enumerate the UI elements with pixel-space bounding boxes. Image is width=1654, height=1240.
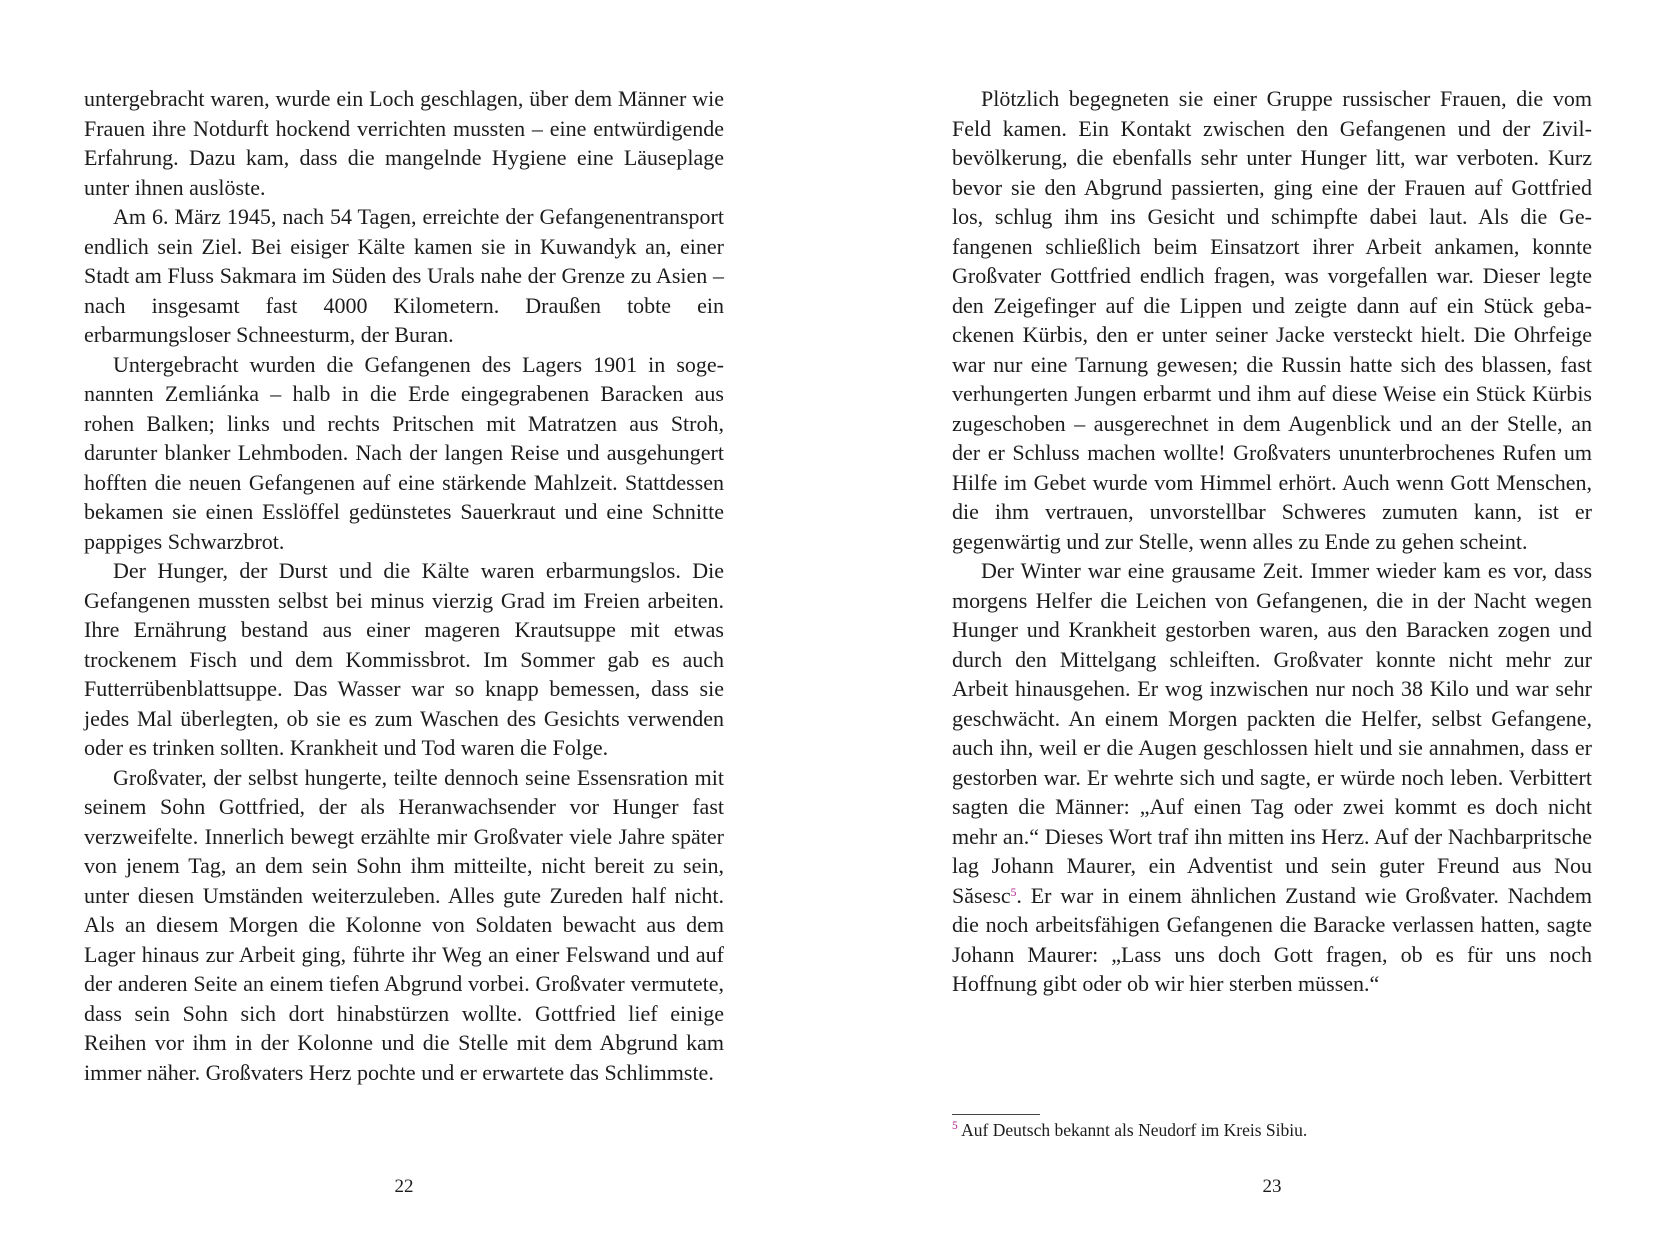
left-page-body — [84, 84, 724, 1087]
footnote-separator — [952, 1114, 1040, 1115]
footnote-text: Auf Deutsch bekannt als Neudorf im Kreis Sibiu. — [961, 1120, 1308, 1140]
paragraph: Großvater, der selbst hungerte, teilte dennoch seine Essensration mit seinem Sohn Gottfried, der als Heranwachsender vor Hunger fast verzweifelte. Innerlich bewegt erzählte mir Großvater viele Jahre später von jenem Tag, an dem sein Sohn ihm mitteilte, nicht bereit zu sein, unter diesen Umständen weiterzuleben. Alles gute Zureden half nicht. Als an diesem Morgen die Kolonne von Soldaten bewacht aus dem Lager hinaus zur Arbeit ging, führte ihr Weg an einer Felswand und auf der anderen Seite an einem tiefen Abgrund vorbei. Großvater vermutete, dass sein Sohn sich dort hinabstürzen wollte. Gottfried lief einige Reihen vor ihm in der Kolonne und die Stelle mit dem Abgrund kam immer näher. Großvaters Herz pochte und er erwartete das Schlimmste. — [84, 764, 724, 1085]
page-number: 22 — [394, 1176, 414, 1197]
paragraph: Untergebracht wurden die Gefangenen des Lagers 1901 in sogenannten Zemliánka – halb in die Erde eingegrabenen Baracken aus rohen Balken; links und rechts Pritschen mit Matratzen aus Stroh, darunter blanker Lehmboden. Nach der langen Reise und ausgehungert hofften die neuen Gefangenen auf eine stärkende Mahlzeit. Stattdessen bekamen sie einen Esslöffel gedünstetes Sauerkraut und eine Schnitte pappiges Schwarzbrot. — [84, 351, 724, 554]
paragraph: untergebracht waren, wurde ein Loch geschlagen, über dem Männer wie Frauen ihre Notdurft hockend verrichten mussten – eine entwürdigende Erfahrung. Dazu kam, dass die mangelnde Hygiene eine Läuseplage unter ihnen auslöste. — [84, 86, 724, 200]
paragraph-text: Der Winter war eine grausame Zeit. Immer wieder kam es vor, dass morgens Helfer die Leichen von Gefangenen, die in der Nacht wegen Hunger und Krankheit gestorben waren, aus den Baracken zogen und durch den Mittelgang schleiften. Großvater konnte nicht mehr zur Arbeit hinausgehen. Er wog inzwischen nur noch 38 Kilo und war sehr geschwächt. An einem Morgen packten die Helfer, selbst Gefangene, auch ihn, weil er die Augen geschlossen hielt und sie annahmen, dass er gestorben war. Er wehrte sich und sagte, er würde noch leben. Verbittert sagten die Männer: „Auf einen Tag oder zwei kommt es doch nicht mehr an.“ Dieses Wort traf ihn mitten ins Herz. Auf der Nachbarpritsche lag Johann Maurer, ein Adventist und sein guter Freund aus Nou Săsesc — [952, 558, 1592, 908]
right-page-body — [952, 84, 1592, 999]
paragraph — [952, 556, 1592, 999]
paragraph: Plötzlich begegneten sie einer Gruppe russischer Frauen, die vom Feld kamen. Ein Kontakt zwischen den Gefangenen und der Zivilbevölkerung, die ebenfalls sehr unter Hunger litt, war verboten. Kurz bevor sie den Abgrund passierten, ging eine der Frauen auf Gottfried los, schlug ihm ins Gesicht und schimpfte dabei laut. Als die Gefangenen schließlich beim Einsatzort ihrer Arbeit ankamen, konnte Großvater Gottfried endlich fragen, was vorgefallen war. Dieser legte den Zeigefinger auf die Lippen und zeigte dann auf ein Stück gebackenen Kürbis, den er unter seiner Jacke versteckt hielt. Die Ohrfeige war nur eine Tarnung gewesen; die Russin hatte sich des blassen, fast verhungerten Jungen erbarmt und ihm auf diese Weise ein Stück Kürbis zugeschoben – ausgerechnet in dem Augenblick und an der Stelle, an der er Schluss machen wollte! Großvaters ununterbrochenes Rufen um Hilfe im Gebet wurde vom Himmel erhört. Auch wenn Gott Menschen, die ihm vertrauen, unvorstellbar Schweres zumuten kann, ist er gegenwärtig und zur Stelle, wenn alles zu Ende zu gehen scheint. — [952, 86, 1592, 554]
page-number: 23 — [1262, 1176, 1282, 1197]
paragraph: Der Hunger, der Durst und die Kälte waren erbarmungslos. Die Gefangenen mussten selbst bei minus vierzig Grad im Freien arbeiten. Ihre Ernährung bestand aus einer mageren Krautsuppe mit etwas trockenem Fisch und dem Kommissbrot. Im Sommer gab es auch Futterrübenblattsuppe. Das Wasser war so knapp bemessen, dass sie jedes Mal überlegten, ob sie es zum Waschen des Gesichts verwenden oder es trinken sollten. Krankheit und Tod waren die Folge. — [84, 558, 724, 760]
paragraph: Am 6. März 1945, nach 54 Tagen, erreichte der Gefangenentransport endlich sein Ziel. Bei eisiger Kälte kamen sie in Kuwandyk an, einer Stadt am Fluss Sakmara im Süden des Urals nahe der Grenze zu Asien – nach insgesamt fast 4000 Kilometern. Draußen tobte ein erbarmungsloser Schneesturm, der Buran. — [84, 204, 724, 347]
footnote-reference[interactable]: 5 — [1010, 886, 1017, 899]
paragraph-text: . Er war in einem ähnlichen Zustand wie Großvater. Nachdem die noch arbeitsfähigen Gefangenen die Baracke verlassen hatten, sagte Johann Maurer: „Lass uns doch Gott fragen, ob es für uns noch Hoffnung gibt oder ob wir hier sterben müssen.“ — [952, 882, 1592, 996]
footnote-number: 5 — [952, 1120, 958, 1132]
footnote — [952, 1119, 1592, 1141]
